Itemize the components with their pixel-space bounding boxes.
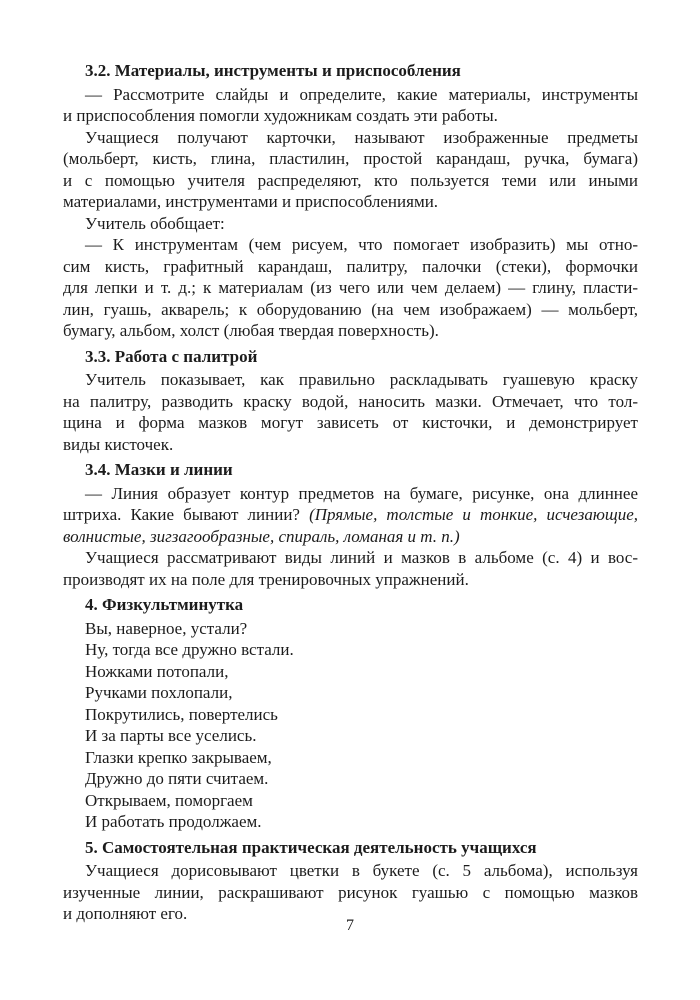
text-line: изученные линии, раскрашивают рисунок гуашью с помощью мазков [63, 882, 638, 902]
paragraph [63, 860, 638, 925]
text-line: — К инструментам (чем рисуем, что помогает изобразить) мы отно- [85, 235, 638, 254]
poem-line: Покрутились, повертелись [85, 704, 278, 724]
text-line: виды кисточек. [63, 434, 174, 454]
paragraph [63, 234, 638, 342]
document-content [63, 56, 638, 925]
poem [63, 618, 638, 833]
text-line: Учитель показывает, как правильно раскладывать гуашевую краску [85, 370, 638, 389]
text-line: Учащиеся получают карточки, называют изображенные предметы [85, 127, 638, 147]
text-line [63, 504, 638, 526]
poem-line: Открываем, поморгаем [85, 790, 253, 810]
text-line: на палитру, разводить краску водой, наносить мазки. Отмечает, что тол- [63, 391, 638, 411]
text-line: Учащиеся дорисовывают цветки в букете (с. 5 альбома), используя [85, 861, 638, 880]
paragraph [63, 547, 638, 590]
section-heading: 3.2. Материалы, инструменты и приспособления [85, 61, 461, 80]
text-line: бумагу, альбом, холст (любая твердая поверхность). [63, 321, 439, 340]
text-line: — Линия образует контур предметов на бумаге, рисунке, она длиннее [85, 483, 638, 503]
page-number: 7 [346, 917, 354, 934]
poem-line: Вы, наверное, устали? [85, 618, 248, 638]
text-line: для лепки и т. д.; к материалам (из чего или чем делаем) — глину, пласти- [63, 278, 638, 297]
text-line: материалами, инструментами и приспособлениями. [63, 192, 439, 211]
paragraph [63, 213, 638, 235]
text-line: и дополняют его. [63, 904, 188, 923]
italic-text-segment: (Прямые, толстые и тонкие, исчезающие, [309, 505, 638, 524]
text-line: сим кисть, графитный карандаш, палитру, палочки (стеки), формочки [63, 256, 638, 276]
section-heading: 4. Физкультминутка [85, 595, 244, 614]
text-line: и приспособления помогли художникам создать эти работы. [63, 106, 498, 125]
text-line: — Рассмотрите слайды и определите, какие материалы, инструменты [85, 84, 638, 104]
section-heading: 3.4. Мазки и линии [85, 460, 233, 479]
text-line: щина и форма мазков могут зависеть от кисточки, и демонстрирует [63, 413, 638, 432]
poem-line: Ну, тогда все дружно встали. [85, 640, 294, 659]
page-footer [0, 916, 700, 936]
poem-line: И за парты все уселись. [85, 726, 257, 745]
text-line: Учащиеся рассматривают виды линий и мазков в альбоме (с. 4) и вос- [85, 548, 638, 567]
text-line: лин, гуашь, акварель; к оборудованию (на чем изображаем) — мольберт, [63, 299, 638, 319]
text-line: производят их на поле для тренировочных упражнений. [63, 569, 469, 589]
paragraph [63, 369, 638, 455]
italic-text-segment: волнистые, зигзагообразные, спираль, ломаная и т. п.) [63, 526, 460, 546]
text-line: Учитель обобщает: [85, 213, 225, 233]
section-heading: 5. Самостоятельная практическая деятельность учащихся [85, 837, 537, 857]
paragraph [63, 127, 638, 213]
paragraph [63, 483, 638, 548]
text-line [63, 526, 638, 548]
poem-line: Глазки крепко закрываем, [85, 747, 272, 767]
poem-line: И работать продолжаем. [85, 812, 262, 831]
poem-line: Ручками похлопали, [85, 683, 233, 702]
text-segment: штриха. Какие бывают линии? [63, 505, 310, 524]
text-line: и с помощью учителя распределяют, кто пользуется теми или иными [63, 170, 638, 190]
text-line: (мольберт, кисть, глина, пластилин, простой карандаш, ручка, бумага) [63, 149, 638, 168]
poem-line: Дружно до пяти считаем. [85, 769, 269, 788]
section-heading: 3.3. Работа с палитрой [85, 346, 258, 366]
paragraph [63, 84, 638, 127]
poem-line: Ножками потопали, [85, 661, 229, 681]
